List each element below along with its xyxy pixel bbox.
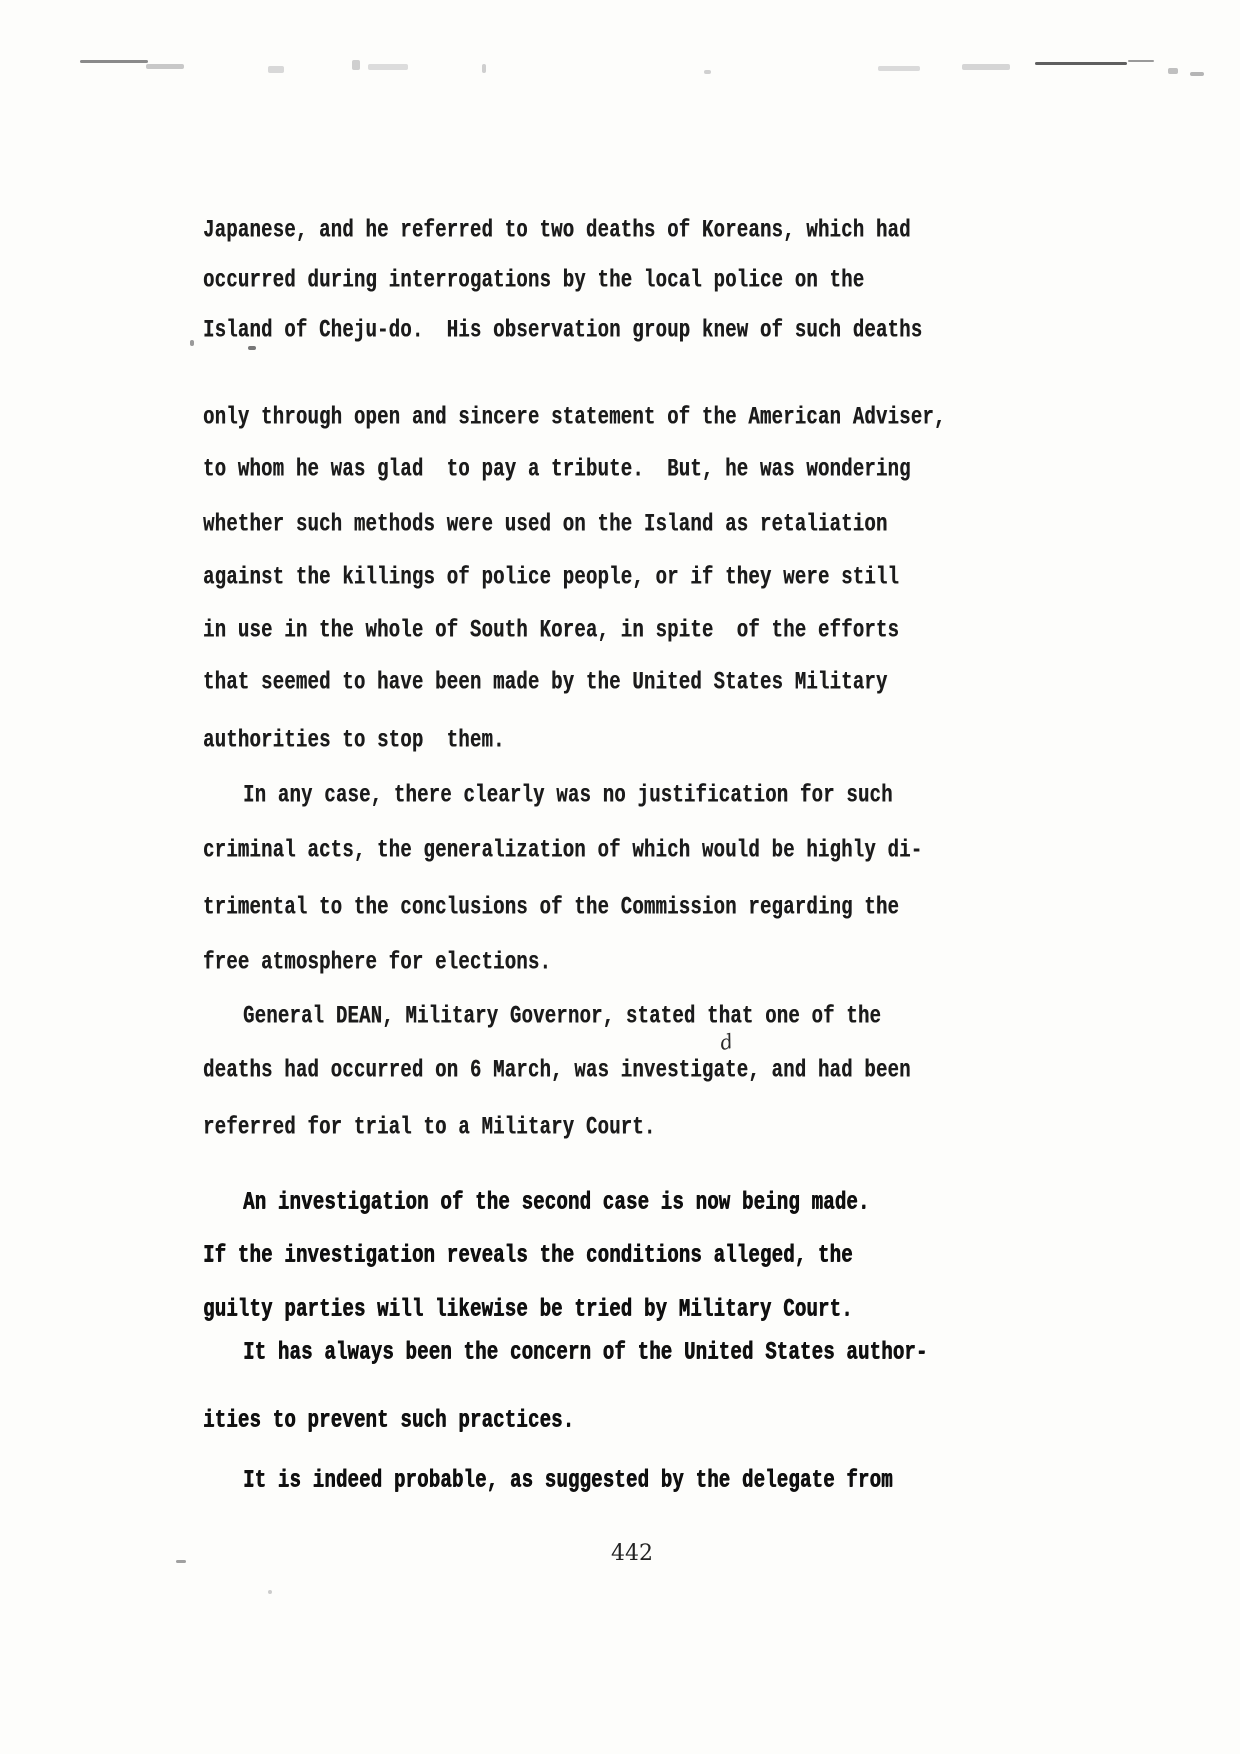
text-line: whether such methods were used on the Island as retaliation xyxy=(203,509,888,539)
text-line: authorities to stop them. xyxy=(203,725,505,755)
text-line: General DEAN, Military Governor, stated that one of the xyxy=(243,1001,882,1031)
text-line: to whom he was glad to pay a tribute. But, he was wondering xyxy=(203,454,911,484)
scan-artifact xyxy=(1035,62,1127,65)
text-line: criminal acts, the generalization of which would be highly di- xyxy=(203,835,923,865)
scan-artifact xyxy=(1168,68,1178,74)
text-line: ities to prevent such practices. xyxy=(203,1405,575,1435)
handwritten-insertion-mark: d xyxy=(717,1028,736,1056)
text-line: free atmosphere for elections. xyxy=(203,947,552,977)
text-line: in use in the whole of South Korea, in spite of the efforts xyxy=(203,615,900,645)
scan-artifact xyxy=(248,346,256,350)
scan-artifact xyxy=(176,1560,186,1563)
scan-artifact xyxy=(878,66,920,71)
text-line: deaths had occurred on 6 March, was investigate, and had been xyxy=(203,1055,911,1085)
text-line: Japanese, and he referred to two deaths of Koreans, which had xyxy=(203,215,911,245)
scan-artifact xyxy=(80,60,148,63)
scan-artifact xyxy=(962,64,1010,70)
text-line: It has always been the concern of the United States author- xyxy=(243,1337,928,1367)
text-line: Island of Cheju-do. His observation group knew of such deaths xyxy=(203,315,923,345)
scan-artifact xyxy=(368,64,408,70)
text-line: In any case, there clearly was no justification for such xyxy=(243,780,893,810)
scan-artifact xyxy=(704,70,711,74)
text-line: occurred during interrogations by the local police on the xyxy=(203,265,865,295)
text-line: If the investigation reveals the conditions alleged, the xyxy=(203,1240,853,1270)
text-line: trimental to the conclusions of the Commission regarding the xyxy=(203,892,900,922)
scan-artifact xyxy=(352,60,360,70)
text-line: only through open and sincere statement of the American Adviser, xyxy=(203,402,946,432)
text-line: against the killings of police people, or if they were still xyxy=(203,562,900,592)
scan-artifact xyxy=(190,340,194,346)
scan-artifact xyxy=(1190,72,1204,76)
text-line: referred for trial to a Military Court. xyxy=(203,1112,656,1142)
scan-artifact xyxy=(268,66,284,73)
scan-artifact xyxy=(1128,60,1154,62)
text-line: that seemed to have been made by the United States Military xyxy=(203,667,888,697)
scan-artifact xyxy=(482,64,486,73)
text-line: An investigation of the second case is now being made. xyxy=(243,1187,870,1217)
scan-artifact xyxy=(268,1590,272,1594)
text-line: It is indeed probable, as suggested by the delegate from xyxy=(243,1465,893,1495)
scan-artifact xyxy=(146,64,184,69)
page-number: 442 xyxy=(611,1541,653,1566)
text-line: guilty parties will likewise be tried by Military Court. xyxy=(203,1294,853,1324)
